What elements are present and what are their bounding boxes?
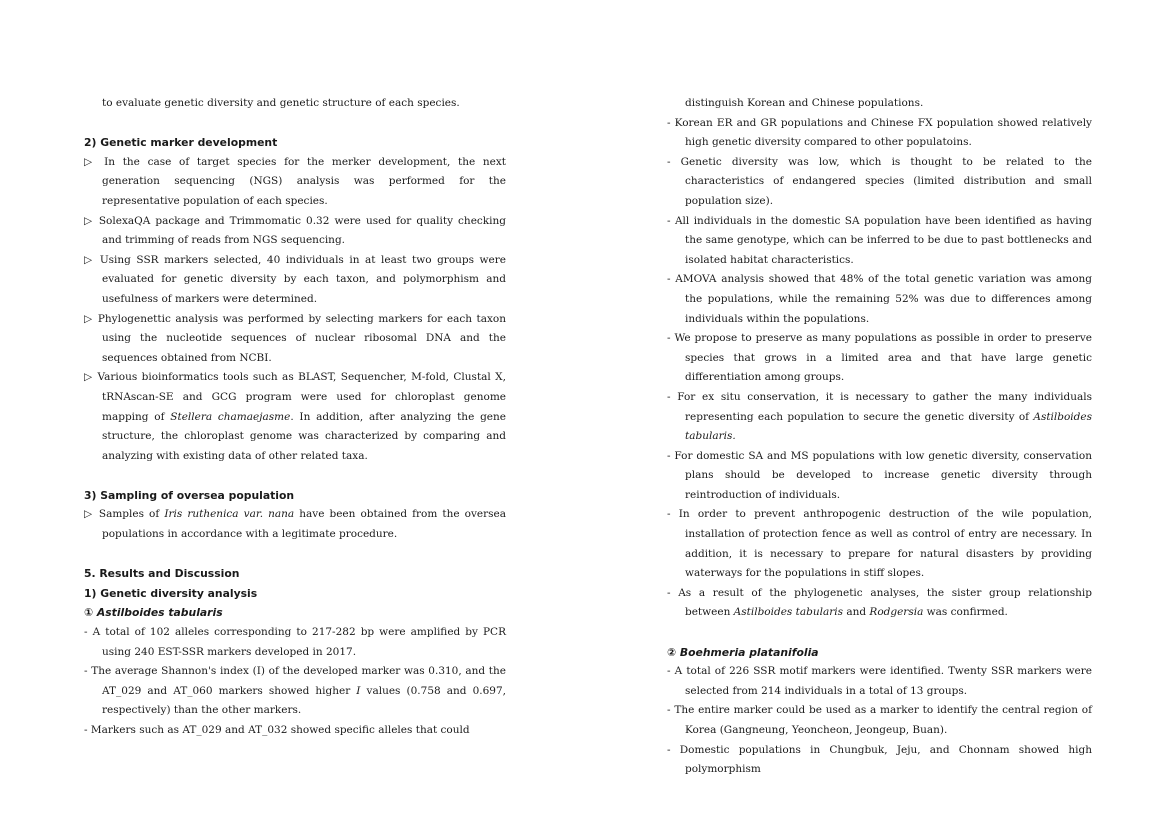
bullet-solexaqa: ▷ SolexaQA package and Trimmomatic 0.32 were used for quality checking and trimming of reads from NGS sequencing. [84,214,506,247]
heading-boehmeria: ② Boehmeria platanifolia [667,645,819,659]
dash-sister-group [667,584,1092,623]
heading-sampling: 3) Sampling of oversea population [84,488,295,502]
dash-amova: - AMOVA analysis showed that 48% of the total genetic variation was among the populations, while the remaining 52% was due to differences among individuals within the populations. [667,273,1092,325]
dash-ex-situ [667,388,1092,447]
right-column [667,94,1092,780]
bullet-ssr-markers: ▷ Using SSR markers selected, 40 individuals in at least two groups were evaluated for genetic diversity by each taxon, and polymorphism and usefulness of markers were determined. [84,253,506,305]
right-continuation: distinguish Korean and Chinese populations. [685,97,924,109]
dash-reintroduction: - For domestic SA and MS populations with low genetic diversity, conservation plans should be developed to increase genetic diversity through reintroduction of individuals. [667,449,1092,501]
dash-shannon [84,662,506,721]
dash-shannon-text-a: - The average Shannon's index (I) of the developed marker was 0.310, and the AT_029 and AT_060 markers showed higher [84,665,506,697]
dash-korean-er-gr: - Korean ER and GR populations and Chinese FX population showed relatively high genetic diversity compared to other populatoins. [667,116,1092,149]
dash-central-region: - The entire marker could be used as a marker to identify the central region of Korea (Gangneung, Yeoncheon, Jeongeup, Buan). [667,704,1092,736]
bullet-samples [84,505,506,544]
bullet-bioinformatics-text-b: . In addition, after analyzing the gene structure, the chloroplast genome was characterized by comparing and analyzing with existing data of other related taxa. [102,410,506,462]
shannon-symbol: I [356,684,361,697]
dash-low-diversity: - Genetic diversity was low, which is thought to be related to the characteristics of endangered species (limited distribution and small population size). [667,155,1092,207]
bullet-phylogenetic: ▷ Phylogenettic analysis was performed by selecting markers for each taxon using the nucleotide sequences of nuclear ribosomal DNA and the sequences obtained from NCBI. [84,312,506,364]
dash-ex-situ-text: - For ex situ conservation, it is necessary to gather the many individuals representing each population to secure the genetic diversity of [667,390,1092,423]
left-column [84,94,506,741]
species-astilboides-2: Astilboides tabularis [733,606,843,619]
dash-sister-text-mid: and [843,606,870,619]
bullet-samples-text-a: ▷ Samples of [84,508,165,521]
species-iris: Iris ruthenica var. nana [164,508,295,521]
dash-sister-text-b: was confirmed. [923,606,1008,619]
heading-results-discussion: 5. Results and Discussion [84,567,240,581]
species-stellera: Stellera chamaejasme [170,410,291,423]
dash-sa-genotype: - All individuals in the domestic SA population have been identified as having the same genotype, which can be inferred to be due to past bottlenecks and isolated habitat characteristics. [667,214,1092,266]
dash-domestic-polymorphism: - Domestic populations in Chungbuk, Jeju, and Chonnam showed high polymorphism [667,743,1092,776]
dash-protection-fence: - In order to prevent anthropogenic destruction of the wile population, installation of protection fence as well as control of entry are necessary. In addition, it is necessary to prepare for natural disasters by providing waterways for the populations in stiff slopes. [667,508,1092,580]
dash-markers-specific: - Markers such as AT_029 and AT_032 showed specific alleles that could [84,724,470,736]
bullet-bioinformatics [84,368,506,466]
dash-ssr-motif: - A total of 226 SSR motif markers were identified. Twenty SSR markers were selected from 214 individuals in a total of 13 groups. [667,665,1092,697]
bullet-ngs: ▷ In the case of target species for the merker development, the next generation sequencing (NGS) analysis was performed for the representative population of each species. [84,155,506,207]
heading-genetic-marker-development: 2) Genetic marker development [84,136,278,150]
species-rodgersia: Rodgersia [869,606,924,619]
heading-astilboides: ① Astilboides tabularis [84,606,223,620]
heading-genetic-diversity: 1) Genetic diversity analysis [84,586,258,600]
bullet-samples-text-b: have been obtained from the oversea populations in accordance with a legitimate procedure. [102,508,507,541]
species-astilboides-1: Astilboides tabularis. [685,410,1092,443]
dash-sister-text-a: - As a result of the phylogenetic analyses, the sister group relationship between [667,586,1092,619]
dash-preserve: - We propose to preserve as many populations as possible in order to preserve species that grows in a limited area and that have large genetic differentiation among groups. [667,332,1092,384]
intro-continuation: to evaluate genetic diversity and genetic structure of each species. [102,97,460,109]
bullet-bioinformatics-text-a: ▷ Various bioinformatics tools such as BLAST, Sequencher, M-fold, Clustal X, tRNAscan-SE and GCG program were used for chloroplast genome mapping of [84,371,506,423]
dash-shannon-text-b: values (0.758 and 0.697, respectively) than the other markers. [102,684,506,717]
dash-alleles: - A total of 102 alleles corresponding to 217-282 bp were amplified by PCR using 240 EST-SSR markers developed in 2017. [84,626,506,658]
